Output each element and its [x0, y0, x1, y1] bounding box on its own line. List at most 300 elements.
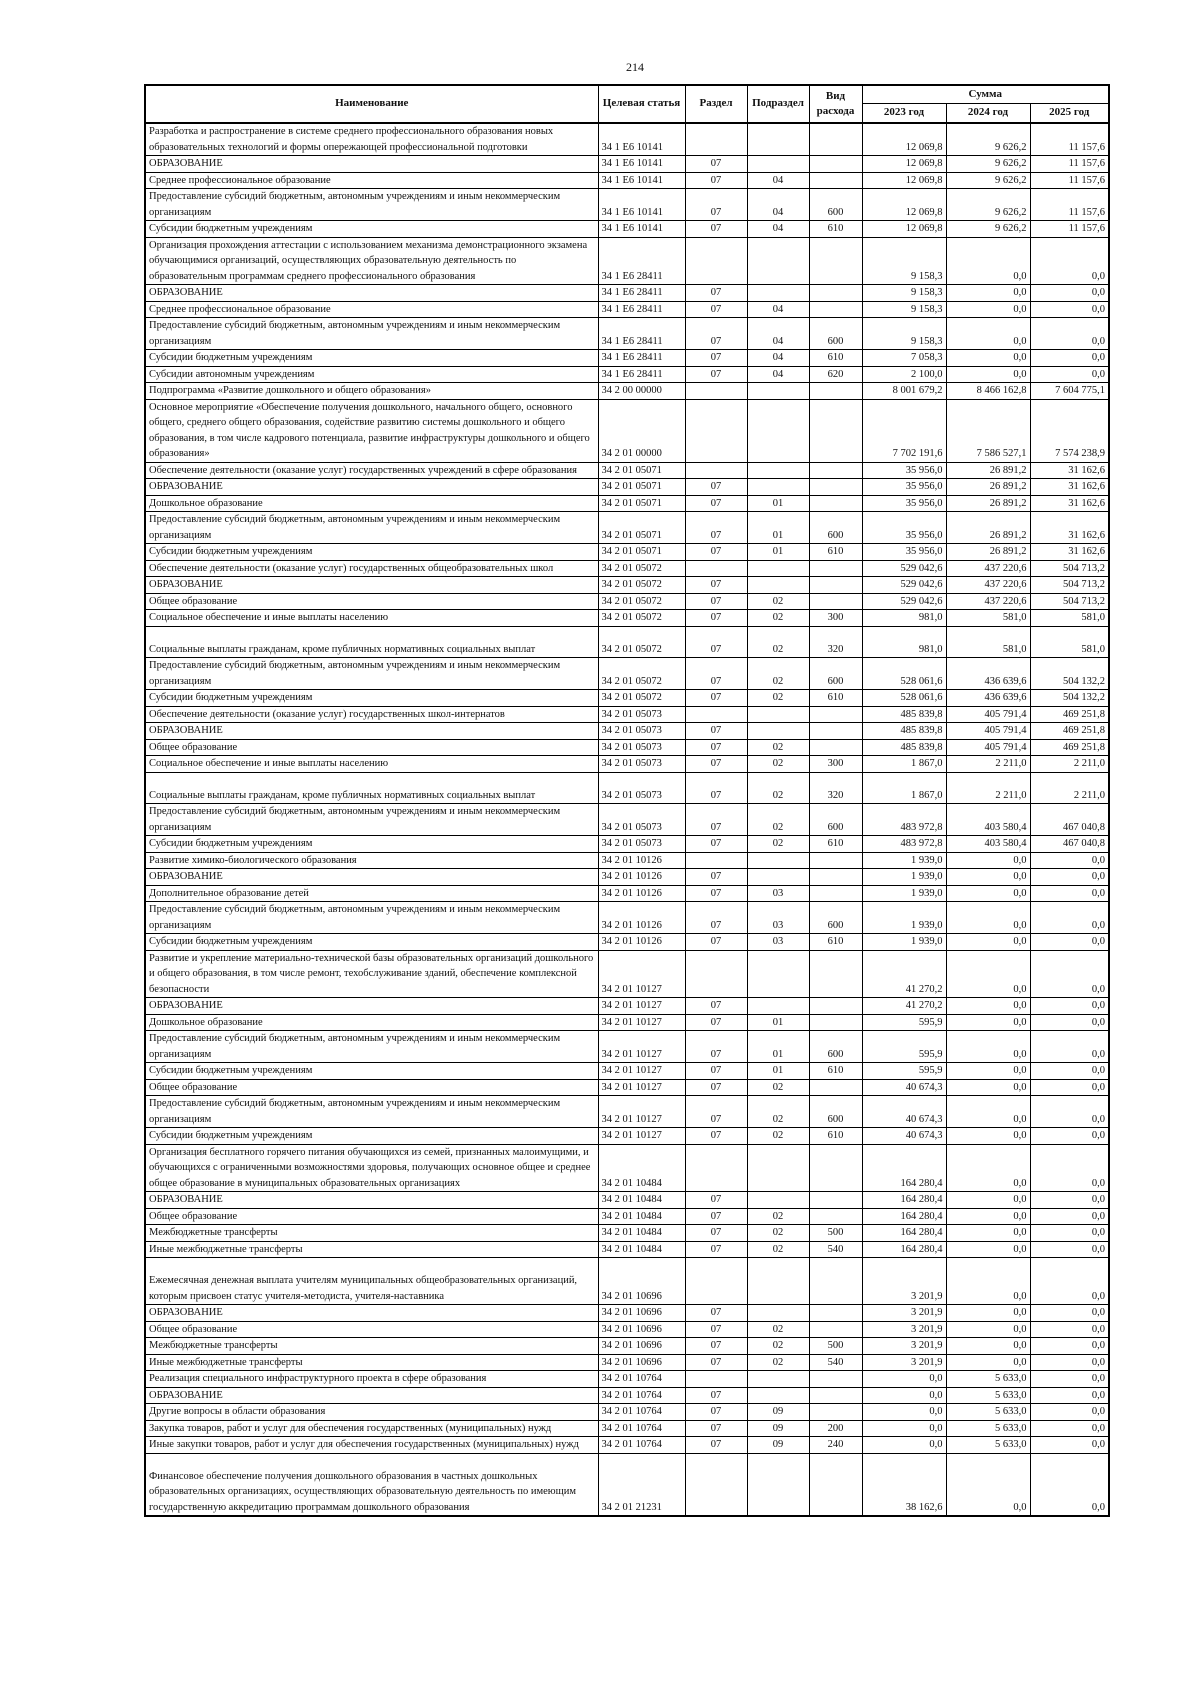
row-expense-type: 500 [809, 1225, 862, 1242]
row-amount-2025: 2 211,0 [1030, 756, 1109, 773]
row-expense-type: 540 [809, 1354, 862, 1371]
row-amount-2023: 485 839,8 [862, 723, 946, 740]
row-name: ОБРАЗОВАНИЕ [145, 1387, 598, 1404]
row-subsection: 02 [747, 804, 809, 836]
table-body [145, 123, 1109, 1516]
row-amount-2024: 0,0 [946, 1305, 1030, 1322]
row-subsection: 02 [747, 1225, 809, 1242]
row-section: 07 [685, 577, 747, 594]
row-amount-2023: 7 058,3 [862, 350, 946, 367]
row-amount-2025: 0,0 [1030, 237, 1109, 285]
row-amount-2025: 581,0 [1030, 610, 1109, 627]
row-subsection [747, 399, 809, 462]
header-sum: Сумма [862, 85, 1109, 103]
row-expense-type: 200 [809, 1420, 862, 1437]
row-name: Социальное обеспечение и иные выплаты населению [145, 610, 598, 627]
row-subsection: 01 [747, 1014, 809, 1031]
row-amount-2023: 0,0 [862, 1404, 946, 1421]
row-name: ОБРАЗОВАНИЕ [145, 156, 598, 173]
row-name: Общее образование [145, 1321, 598, 1338]
row-section: 07 [685, 156, 747, 173]
row-expense-type [809, 1387, 862, 1404]
row-expense-type [809, 495, 862, 512]
row-amount-2025: 467 040,8 [1030, 804, 1109, 836]
row-name: Разработка и распространение в системе среднего профессионального образования новых образовательных технологий и формы опережающей профессиональной подготовки [145, 123, 598, 156]
header-year-2025: 2025 год [1030, 103, 1109, 123]
row-name: Субсидии бюджетным учреждениям [145, 690, 598, 707]
row-name: Субсидии бюджетным учреждениям [145, 350, 598, 367]
row-expense-type: 620 [809, 366, 862, 383]
row-section: 07 [685, 189, 747, 221]
row-amount-2025: 469 251,8 [1030, 706, 1109, 723]
row-name: Обеспечение деятельности (оказание услуг) государственных учреждений в сфере образования [145, 462, 598, 479]
row-section [685, 706, 747, 723]
row-code: 34 1 Е6 28411 [598, 366, 685, 383]
table-row [145, 836, 1109, 853]
row-code: 34 2 01 10126 [598, 869, 685, 886]
row-section: 07 [685, 479, 747, 496]
row-expense-type [809, 1208, 862, 1225]
table-row [145, 172, 1109, 189]
row-amount-2025: 0,0 [1030, 285, 1109, 302]
row-name: Предоставление субсидий бюджетным, автономным учреждениям и иным некоммерческим организациям [145, 658, 598, 690]
row-subsection: 04 [747, 366, 809, 383]
row-amount-2024: 9 626,2 [946, 123, 1030, 156]
row-section: 07 [685, 1096, 747, 1128]
row-name: Межбюджетные трансферты [145, 1225, 598, 1242]
row-code: 34 2 01 05072 [598, 626, 685, 658]
row-name: Среднее профессиональное образование [145, 172, 598, 189]
row-code: 34 2 01 10127 [598, 1079, 685, 1096]
table-row [145, 237, 1109, 285]
row-expense-type: 540 [809, 1241, 862, 1258]
row-subsection: 09 [747, 1404, 809, 1421]
row-amount-2024: 5 633,0 [946, 1387, 1030, 1404]
table-row [145, 723, 1109, 740]
row-amount-2025: 31 162,6 [1030, 479, 1109, 496]
row-amount-2023: 3 201,9 [862, 1338, 946, 1355]
row-subsection: 02 [747, 1241, 809, 1258]
table-row [145, 1192, 1109, 1209]
row-code: 34 2 01 05072 [598, 658, 685, 690]
row-section: 07 [685, 658, 747, 690]
row-amount-2025: 0,0 [1030, 1014, 1109, 1031]
row-name: Дополнительное образование детей [145, 885, 598, 902]
row-amount-2025: 0,0 [1030, 998, 1109, 1015]
row-code: 34 2 01 10126 [598, 934, 685, 951]
row-code: 34 2 01 05073 [598, 723, 685, 740]
row-amount-2023: 0,0 [862, 1420, 946, 1437]
row-amount-2025: 467 040,8 [1030, 836, 1109, 853]
row-code: 34 2 01 05073 [598, 836, 685, 853]
row-code: 34 2 01 10696 [598, 1338, 685, 1355]
row-section: 07 [685, 836, 747, 853]
row-expense-type: 300 [809, 610, 862, 627]
row-name: Социальные выплаты гражданам, кроме публичных нормативных социальных выплат [145, 772, 598, 804]
table-row [145, 399, 1109, 462]
row-amount-2025: 504 713,2 [1030, 577, 1109, 594]
row-name: Предоставление субсидий бюджетным, автономным учреждениям и иным некоммерческим организациям [145, 1031, 598, 1063]
row-code: 34 1 Е6 28411 [598, 350, 685, 367]
row-section [685, 462, 747, 479]
row-amount-2025: 0,0 [1030, 1321, 1109, 1338]
row-section: 07 [685, 723, 747, 740]
table-row [145, 1387, 1109, 1404]
row-amount-2023: 1 867,0 [862, 756, 946, 773]
table-row [145, 772, 1109, 804]
row-subsection: 04 [747, 318, 809, 350]
row-section: 07 [685, 626, 747, 658]
row-amount-2023: 9 158,3 [862, 301, 946, 318]
row-code: 34 2 01 05073 [598, 739, 685, 756]
header-subsection: Подраздел [747, 85, 809, 123]
row-amount-2023: 41 270,2 [862, 998, 946, 1015]
row-expense-type [809, 593, 862, 610]
row-expense-type [809, 1404, 862, 1421]
row-amount-2024: 0,0 [946, 1321, 1030, 1338]
row-section: 07 [685, 593, 747, 610]
row-expense-type: 610 [809, 690, 862, 707]
row-name: Дошкольное образование [145, 495, 598, 512]
row-section: 07 [685, 902, 747, 934]
row-expense-type [809, 723, 862, 740]
row-amount-2025: 0,0 [1030, 318, 1109, 350]
row-section: 07 [685, 756, 747, 773]
table-row [145, 756, 1109, 773]
table-row [145, 1225, 1109, 1242]
row-section: 07 [685, 1014, 747, 1031]
row-amount-2023: 485 839,8 [862, 739, 946, 756]
row-section [685, 1144, 747, 1192]
row-subsection [747, 1258, 809, 1305]
row-section: 07 [685, 366, 747, 383]
row-amount-2023: 7 702 191,6 [862, 399, 946, 462]
row-amount-2024: 26 891,2 [946, 479, 1030, 496]
row-subsection [747, 706, 809, 723]
row-name: Субсидии автономным учреждениям [145, 366, 598, 383]
row-amount-2023: 0,0 [862, 1437, 946, 1454]
row-expense-type: 610 [809, 836, 862, 853]
row-amount-2023: 41 270,2 [862, 950, 946, 998]
row-amount-2024: 5 633,0 [946, 1420, 1030, 1437]
row-amount-2023: 981,0 [862, 610, 946, 627]
row-name: ОБРАЗОВАНИЕ [145, 1305, 598, 1322]
row-amount-2023: 0,0 [862, 1371, 946, 1388]
row-name: Реализация специального инфраструктурного проекта в сфере образования [145, 1371, 598, 1388]
row-code: 34 2 01 10484 [598, 1225, 685, 1242]
row-name: Субсидии бюджетным учреждениям [145, 836, 598, 853]
table-row [145, 1258, 1109, 1305]
row-section: 07 [685, 1354, 747, 1371]
row-name: Общее образование [145, 1208, 598, 1225]
row-code: 34 2 01 05073 [598, 756, 685, 773]
row-amount-2024: 0,0 [946, 1338, 1030, 1355]
row-section [685, 852, 747, 869]
row-amount-2023: 12 069,8 [862, 156, 946, 173]
row-amount-2024: 9 626,2 [946, 221, 1030, 238]
row-subsection: 03 [747, 902, 809, 934]
row-section [685, 1453, 747, 1516]
row-code: 34 2 01 05071 [598, 462, 685, 479]
row-expense-type: 240 [809, 1437, 862, 1454]
row-section: 07 [685, 869, 747, 886]
row-section: 07 [685, 804, 747, 836]
row-section: 07 [685, 772, 747, 804]
row-code: 34 1 Е6 28411 [598, 237, 685, 285]
table-row [145, 383, 1109, 400]
row-code: 34 2 01 10484 [598, 1192, 685, 1209]
row-name: Субсидии бюджетным учреждениям [145, 221, 598, 238]
row-amount-2023: 1 867,0 [862, 772, 946, 804]
row-expense-type [809, 560, 862, 577]
row-amount-2024: 0,0 [946, 350, 1030, 367]
row-code: 34 2 01 05071 [598, 495, 685, 512]
row-section: 07 [685, 221, 747, 238]
row-code: 34 2 01 05072 [598, 593, 685, 610]
row-amount-2025: 7 604 775,1 [1030, 383, 1109, 400]
row-name: ОБРАЗОВАНИЕ [145, 285, 598, 302]
row-expense-type: 610 [809, 934, 862, 951]
row-amount-2024: 9 626,2 [946, 189, 1030, 221]
row-expense-type [809, 1144, 862, 1192]
row-name: Предоставление субсидий бюджетным, автономным учреждениям и иным некоммерческим организациям [145, 804, 598, 836]
row-name: Общее образование [145, 739, 598, 756]
row-expense-type: 600 [809, 318, 862, 350]
row-section: 07 [685, 1321, 747, 1338]
table-row [145, 189, 1109, 221]
row-subsection: 01 [747, 495, 809, 512]
table-row [145, 1453, 1109, 1516]
row-expense-type: 610 [809, 1063, 862, 1080]
row-name: Среднее профессиональное образование [145, 301, 598, 318]
row-amount-2025: 0,0 [1030, 885, 1109, 902]
row-code: 34 1 Е6 10141 [598, 189, 685, 221]
row-subsection: 02 [747, 1079, 809, 1096]
row-amount-2025: 581,0 [1030, 626, 1109, 658]
row-amount-2024: 0,0 [946, 1144, 1030, 1192]
row-expense-type [809, 739, 862, 756]
row-expense-type [809, 156, 862, 173]
row-expense-type: 600 [809, 804, 862, 836]
row-amount-2023: 164 280,4 [862, 1225, 946, 1242]
row-code: 34 2 01 10127 [598, 1096, 685, 1128]
table-row [145, 1096, 1109, 1128]
row-subsection [747, 560, 809, 577]
row-amount-2024: 5 633,0 [946, 1371, 1030, 1388]
row-section: 07 [685, 512, 747, 544]
row-code: 34 1 Е6 28411 [598, 301, 685, 318]
row-code: 34 2 01 10764 [598, 1404, 685, 1421]
table-row [145, 318, 1109, 350]
row-code: 34 2 01 05071 [598, 479, 685, 496]
row-expense-type [809, 1305, 862, 1322]
row-expense-type [809, 383, 862, 400]
page-number: 214 [626, 60, 644, 74]
row-amount-2024: 0,0 [946, 934, 1030, 951]
row-amount-2023: 40 674,3 [862, 1096, 946, 1128]
row-amount-2023: 35 956,0 [862, 544, 946, 561]
row-amount-2024: 0,0 [946, 998, 1030, 1015]
row-section [685, 237, 747, 285]
row-name: Предоставление субсидий бюджетным, автономным учреждениям и иным некоммерческим организациям [145, 189, 598, 221]
row-section: 07 [685, 1192, 747, 1209]
table-row [145, 1321, 1109, 1338]
row-subsection [747, 1144, 809, 1192]
row-expense-type [809, 1192, 862, 1209]
row-amount-2024: 403 580,4 [946, 804, 1030, 836]
budget-table [144, 84, 1110, 1517]
row-amount-2025: 2 211,0 [1030, 772, 1109, 804]
row-subsection: 02 [747, 1096, 809, 1128]
row-amount-2024: 0,0 [946, 1241, 1030, 1258]
table-row [145, 902, 1109, 934]
row-subsection: 02 [747, 610, 809, 627]
row-subsection: 04 [747, 189, 809, 221]
row-amount-2025: 0,0 [1030, 1354, 1109, 1371]
row-amount-2025: 31 162,6 [1030, 544, 1109, 561]
table-row [145, 610, 1109, 627]
row-expense-type: 600 [809, 512, 862, 544]
row-section: 07 [685, 495, 747, 512]
row-amount-2024: 9 626,2 [946, 172, 1030, 189]
table-row [145, 626, 1109, 658]
row-subsection [747, 1453, 809, 1516]
row-subsection [747, 383, 809, 400]
row-amount-2025: 31 162,6 [1030, 512, 1109, 544]
row-expense-type: 320 [809, 626, 862, 658]
row-subsection: 03 [747, 934, 809, 951]
table-row [145, 512, 1109, 544]
row-amount-2025: 11 157,6 [1030, 123, 1109, 156]
row-code: 34 2 00 00000 [598, 383, 685, 400]
row-amount-2024: 436 639,6 [946, 690, 1030, 707]
row-code: 34 2 01 10127 [598, 1014, 685, 1031]
table-row [145, 1144, 1109, 1192]
row-section: 07 [685, 1241, 747, 1258]
row-section: 07 [685, 1063, 747, 1080]
row-name: Основное мероприятие «Обеспечение получения дошкольного, начального общего, основного общего, среднего общего образования, содействие развитию системы дошкольного и общего образования, в том числе кадрового потенциала, развитие инфраструктуры дошкольного и общего образования» [145, 399, 598, 462]
row-expense-type [809, 1258, 862, 1305]
row-name: Закупка товаров, работ и услуг для обеспечения государственных (муниципальных) нужд [145, 1420, 598, 1437]
row-amount-2025: 11 157,6 [1030, 221, 1109, 238]
row-expense-type [809, 869, 862, 886]
row-amount-2025: 0,0 [1030, 1225, 1109, 1242]
row-subsection [747, 479, 809, 496]
row-code: 34 2 01 05072 [598, 577, 685, 594]
row-code: 34 2 01 05072 [598, 560, 685, 577]
row-amount-2025: 0,0 [1030, 1079, 1109, 1096]
row-code: 34 2 01 05071 [598, 544, 685, 561]
table-row [145, 1208, 1109, 1225]
table-row [145, 934, 1109, 951]
row-expense-type: 500 [809, 1338, 862, 1355]
header-code: Целевая статья [598, 85, 685, 123]
row-subsection: 04 [747, 172, 809, 189]
row-amount-2024: 437 220,6 [946, 577, 1030, 594]
table-row [145, 998, 1109, 1015]
row-amount-2023: 40 674,3 [862, 1079, 946, 1096]
row-expense-type [809, 706, 862, 723]
row-amount-2024: 405 791,4 [946, 739, 1030, 756]
row-code: 34 2 01 05073 [598, 706, 685, 723]
row-name: Общее образование [145, 593, 598, 610]
row-subsection: 02 [747, 1354, 809, 1371]
table-row [145, 479, 1109, 496]
row-subsection: 09 [747, 1437, 809, 1454]
row-amount-2023: 529 042,6 [862, 560, 946, 577]
row-name: Ежемесячная денежная выплата учителям муниципальных общеобразовательных организаций, которым присвоен статус учителя-методиста, учителя-наставника [145, 1258, 598, 1305]
row-subsection: 02 [747, 772, 809, 804]
row-name: Общее образование [145, 1079, 598, 1096]
row-amount-2024: 26 891,2 [946, 495, 1030, 512]
row-code: 34 1 Е6 10141 [598, 156, 685, 173]
row-amount-2023: 2 100,0 [862, 366, 946, 383]
row-expense-type [809, 285, 862, 302]
table-row [145, 950, 1109, 998]
row-amount-2023: 529 042,6 [862, 593, 946, 610]
row-amount-2024: 8 466 162,8 [946, 383, 1030, 400]
row-amount-2025: 0,0 [1030, 1404, 1109, 1421]
row-code: 34 2 01 10696 [598, 1305, 685, 1322]
row-amount-2023: 595,9 [862, 1063, 946, 1080]
row-code: 34 2 01 10127 [598, 1063, 685, 1080]
row-subsection: 09 [747, 1420, 809, 1437]
row-amount-2024: 0,0 [946, 1192, 1030, 1209]
row-code: 34 2 01 05071 [598, 512, 685, 544]
row-name: Субсидии бюджетным учреждениям [145, 1063, 598, 1080]
row-amount-2025: 0,0 [1030, 1096, 1109, 1128]
row-amount-2023: 8 001 679,2 [862, 383, 946, 400]
row-amount-2025: 469 251,8 [1030, 739, 1109, 756]
row-subsection: 03 [747, 885, 809, 902]
row-code: 34 2 01 10484 [598, 1241, 685, 1258]
row-subsection: 02 [747, 1338, 809, 1355]
row-name: ОБРАЗОВАНИЕ [145, 577, 598, 594]
table-row [145, 221, 1109, 238]
row-section: 07 [685, 934, 747, 951]
row-amount-2025: 0,0 [1030, 1437, 1109, 1454]
row-section: 07 [685, 1128, 747, 1145]
table-row [145, 852, 1109, 869]
row-amount-2025: 0,0 [1030, 869, 1109, 886]
row-name: ОБРАЗОВАНИЕ [145, 869, 598, 886]
row-amount-2023: 1 939,0 [862, 902, 946, 934]
row-amount-2023: 3 201,9 [862, 1321, 946, 1338]
row-name: Развитие и укрепление материально-технической базы образовательных организаций дошкольного и общего образования, в том числе ремонт, техобслуживание зданий, обеспечение комплексной безопасности [145, 950, 598, 998]
row-amount-2025: 0,0 [1030, 950, 1109, 998]
row-amount-2023: 528 061,6 [862, 690, 946, 707]
row-subsection: 04 [747, 221, 809, 238]
row-section: 07 [685, 285, 747, 302]
row-amount-2024: 0,0 [946, 237, 1030, 285]
row-expense-type: 600 [809, 189, 862, 221]
row-name: Предоставление субсидий бюджетным, автономным учреждениям и иным некоммерческим организациям [145, 512, 598, 544]
row-subsection: 04 [747, 301, 809, 318]
row-amount-2023: 12 069,8 [862, 172, 946, 189]
row-name: ОБРАЗОВАНИЕ [145, 1192, 598, 1209]
table-row [145, 1031, 1109, 1063]
table-row [145, 462, 1109, 479]
row-subsection: 02 [747, 1321, 809, 1338]
row-amount-2023: 485 839,8 [862, 706, 946, 723]
row-section: 07 [685, 1387, 747, 1404]
row-expense-type [809, 577, 862, 594]
row-amount-2025: 0,0 [1030, 350, 1109, 367]
row-subsection: 04 [747, 350, 809, 367]
row-amount-2024: 9 626,2 [946, 156, 1030, 173]
row-subsection [747, 462, 809, 479]
row-expense-type: 610 [809, 1128, 862, 1145]
